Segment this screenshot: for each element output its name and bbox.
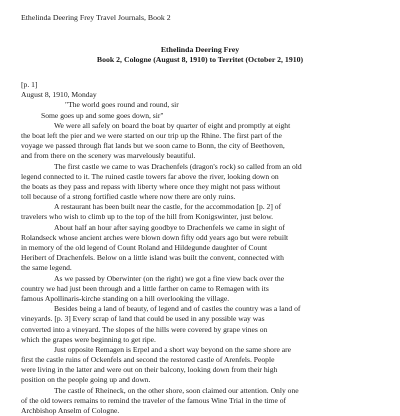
text-line: travelers who wish to climb up to the top of the hill from Konigswinter, just below. [21,212,274,222]
text-line: A restaurant has been built near the castle, for the accommodation [p. 2] of [54,202,282,212]
text-line: country we had just been through and a little farther on came to Remagen with its [21,283,269,293]
paragraph [21,202,381,222]
journal-body [21,80,381,416]
book-subtitle: Book 2, Cologne (August 8, 1910) to Territet (October 2, 1910) [96,55,304,64]
text-line: position on the people going up and down. [21,375,151,385]
text-line: famous Apollinaris-kirche standing on a hill overlooking the village. [21,293,230,303]
running-header: Ethelinda Deering Frey Travel Journals, Book 2 [21,13,171,22]
text-line: legend connected to it. The ruined castle towers far above the river, looking down on [21,171,279,181]
text-line: converted into a vineyard. The slopes of the hills were covered by grape vines on [21,324,268,334]
entry-date: August 8, 1910, Monday [21,90,97,100]
text-line: voyage we passed through flat lands but we soon came to Bonn, the city of Beethoven, [21,141,285,151]
text-line: Archbishop Anselm of Cologne. [21,406,120,415]
text-line: As we passed by Oberwinter (on the right) we got a fine view back over the [54,273,285,283]
text-line: Rolandseck whose ancient arches were blown down fifty odd years ago but were rebuilt [21,232,289,242]
text-line: Heribert of Drachenfels. Below on a little island was built the convent, connected with [21,253,284,263]
text-line: the boat left the pier and we were started on our trip up the Rhine. The first part of the [21,130,282,140]
paragraph [21,274,381,305]
paragraph [21,386,381,416]
paragraph [21,223,381,274]
text-line: The castle of Rheineck, on the other shore, soon claimed our attention. Only one [54,385,299,395]
text-line: About half an hour after saying goodbye to Drachenfels we came in sight of [54,222,285,232]
text-line: of the old towers remains to remind the traveler of the famous Wine Trial in the time of [21,395,287,405]
text-line: The first castle we came to was Drachenfels (dragon's rock) so called from an old [54,161,302,171]
text-line: which the grapes were beginning to get ripe. [21,334,156,344]
text-line: in memory of the old legend of Count Roland and Hildegunde daughter of Count [21,243,268,252]
text-line: Besides being a land of beauty, of legend and of castles the country was a land of [54,304,301,314]
poem-line: Some goes up and some goes down, sir" [41,110,164,120]
text-line: vineyards. [p. 3] Every scrap of land that could be used in any possible way was [21,314,265,324]
text-line: the boats as they pass and repass with liberty where once they might not pass without [21,181,281,191]
text-line: toll because of a strong fortified castle where now there are only ruins. [21,192,236,202]
paragraph [21,345,381,386]
text-line: the same legend. [21,263,72,273]
paragraph [21,121,381,162]
text-line: first the castle ruins of Ockenfels and second the restored castle of Arenfels. People [21,355,275,365]
text-line: We were all safely on board the boat by quarter of eight and promptly at eight [54,120,291,130]
title-block [0,45,400,65]
text-line: Just opposite Remagen is Erpel and a short way beyond on the same shore are [54,344,292,354]
author-title: Ethelinda Deering Frey [160,45,240,54]
paragraph [21,162,381,203]
page-marker: [p. 1] [21,80,38,89]
text-line: were living in the latter and were out on their balcony, looking down from their high [21,365,278,375]
poem-line: "The world goes round and round, sir [65,100,179,110]
text-line: and from there on the scenery was marvelously beautiful. [21,151,196,161]
paragraph [21,304,381,345]
